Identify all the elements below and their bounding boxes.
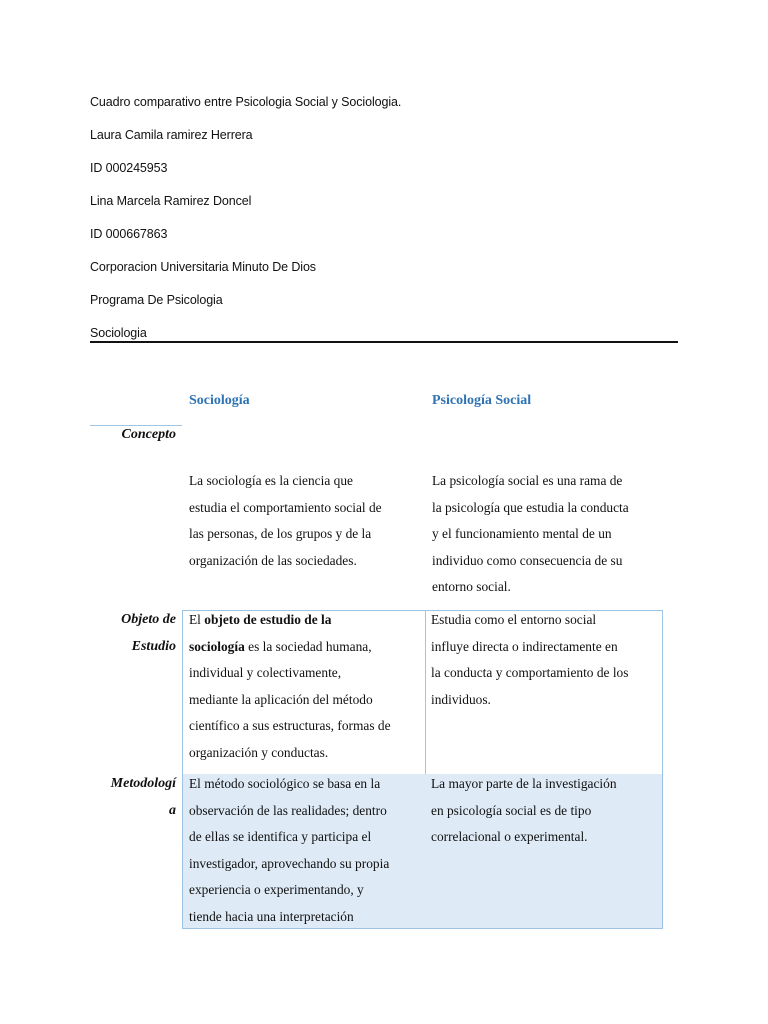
- program-name: Programa De Psicologia: [90, 293, 223, 307]
- cell-text-line: individuo como consecuencia de su: [432, 552, 623, 568]
- cell-text-line: observación de las realidades; dentro: [189, 802, 387, 818]
- row-label-metodologia: [90, 771, 176, 824]
- cell-text-plain: El: [189, 612, 205, 627]
- institution-name: Corporacion Universitaria Minuto De Dios: [90, 260, 316, 274]
- row-label-concepto: [90, 422, 176, 449]
- cell-objeto-psicologia: [425, 610, 663, 775]
- cell-text-line: experiencia o experimentando, y: [189, 882, 364, 897]
- cell-text-line: tiende hacia una interpretación: [189, 908, 354, 924]
- cell-text-line: individuos.: [431, 691, 491, 707]
- cell-text-line: mediante la aplicación del método: [189, 691, 373, 707]
- author-id-2: ID 000667863: [90, 227, 168, 241]
- cell-text-line: y el funcionamiento mental de un: [432, 526, 612, 541]
- cell-text-line: estudia el comportamiento social de: [189, 499, 382, 515]
- subject-name: Sociologia: [90, 326, 147, 340]
- cell-text-line: correlacional o experimental.: [431, 829, 588, 844]
- cell-metodologia-sociologia: [182, 774, 426, 929]
- row-label-line: Estudio: [131, 638, 176, 654]
- row-label-line: a: [169, 802, 176, 818]
- column-heading-sociologia: Sociología: [189, 393, 250, 408]
- cell-text-plain: es la sociedad humana,: [244, 638, 372, 654]
- cell-text-line: científico a sus estructuras, formas de: [189, 718, 391, 733]
- cell-text-line: [189, 634, 419, 661]
- row-label-line: Metodologí: [110, 776, 176, 791]
- cell-text-line: investigador, aprovechando su propia: [189, 855, 390, 871]
- author-id-1: ID 000245953: [90, 161, 168, 175]
- cell-text-line: organización y conductas.: [189, 744, 329, 760]
- cell-text-line: [189, 607, 419, 634]
- cell-text-line: la psicología que estudia la conducta: [432, 499, 629, 515]
- cell-text-line: de ellas se identifica y participa el: [189, 829, 372, 844]
- cell-text-line: en psicología social es de tipo: [431, 802, 592, 818]
- author-name-2: Lina Marcela Ramirez Doncel: [90, 194, 252, 208]
- document-title: Cuadro comparativo entre Psicologia Social y Sociologia.: [90, 95, 402, 109]
- cell-text-line: La mayor parte de la investigación: [431, 776, 617, 791]
- cell-text-line: entorno social.: [432, 579, 511, 594]
- cell-concepto-psicologia: [426, 468, 663, 601]
- cell-text-line: organización de las sociedades.: [189, 552, 357, 568]
- row-label-line: Objeto de: [121, 612, 176, 627]
- cell-metodologia-psicologia: [425, 774, 663, 929]
- cell-text-line: La psicología social es una rama de: [432, 473, 623, 488]
- cell-text-line: la conducta y comportamiento de los: [431, 665, 629, 680]
- row-label-line: Concepto: [121, 427, 176, 442]
- cell-text-line: Estudia como el entorno social: [431, 612, 597, 627]
- header-divider: [90, 341, 678, 343]
- cell-text-line: las personas, de los grupos y de la: [189, 526, 372, 541]
- column-heading-psicologia-social: Psicología Social: [432, 393, 532, 408]
- cell-text-bold: sociología: [189, 638, 245, 654]
- cell-text-line: El método sociológico se basa en la: [189, 776, 381, 791]
- cell-text-bold: objeto de estudio de la: [204, 612, 332, 627]
- cell-objeto-sociologia: [182, 610, 426, 775]
- row-label-objeto-de-estudio: [90, 607, 176, 660]
- cell-text-line: individual y colectivamente,: [189, 665, 342, 680]
- author-name-1: Laura Camila ramirez Herrera: [90, 128, 253, 142]
- cell-text-line: La sociología es la ciencia que: [189, 473, 353, 488]
- cell-text-line: influye directa o indirectamente en: [431, 638, 618, 654]
- cell-concepto-sociologia: [183, 468, 426, 574]
